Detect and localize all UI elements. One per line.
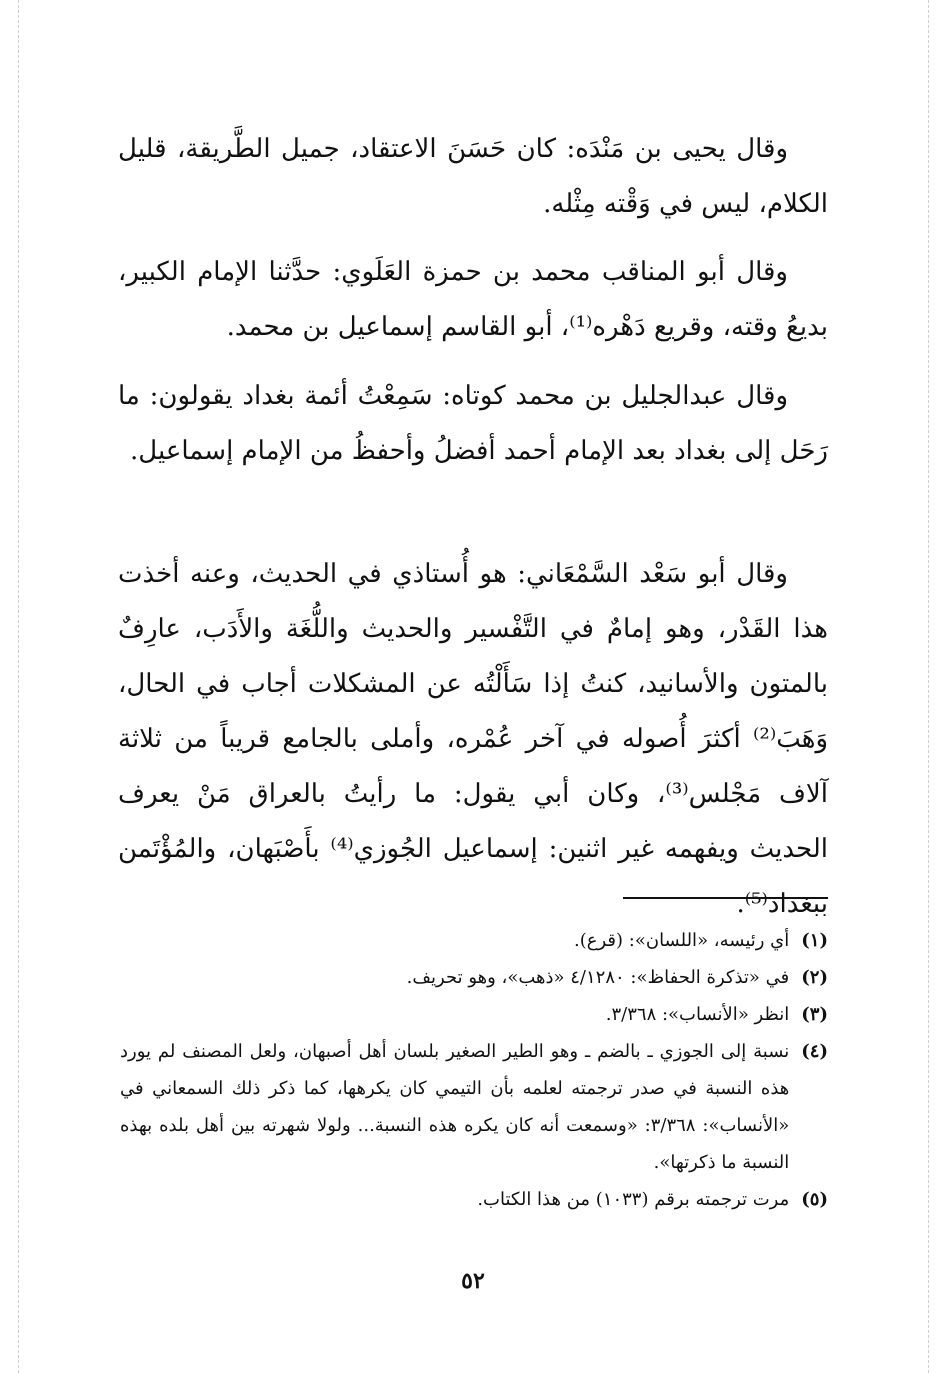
- body-paragraph-2-block: [118, 245, 828, 355]
- footnote-text: مرت ترجمته برقم (١٠٣٣) من هذا الكتاب.: [477, 1189, 790, 1210]
- footnote-2: [120, 959, 828, 996]
- body-paragraph-3-block: [118, 369, 828, 479]
- footnote-separator: [623, 897, 828, 899]
- body-paragraph-3: وقال عبدالجليل بن محمد كوتاه: سَمِعْتُ أئمة بغداد يقولون: ما رَحَل إلى بغداد بعد الإمام أحمد أفضلُ وأحفظُ من الإمام إسماعيل.: [118, 381, 828, 466]
- footnote-number: (٢): [801, 967, 828, 988]
- footnote-number: (٤): [801, 1041, 828, 1062]
- footnote-number: (١): [801, 930, 828, 951]
- body-paragraph-1: وقال يحيى بن مَنْدَه: كان حَسَنَ الاعتقاد، جميل الطَّريقة، قليل الكلام، ليس في وَقْته مِثْله.: [118, 134, 828, 219]
- body-paragraph-4: وقال أبو سَعْد السَّمْعَاني: هو أُستاذي في الحديث، وعنه أخذت هذا القَدْر، وهو إمامٌ في التَّفْسير والحديث واللُّغَة والأَدَب، عارِفٌ بالمتون والأسانيد، كنتُ إذا سَأَلْتُه عن المشكلات أجاب في الحال، وَهَبَ⁽²⁾ أكثرَ أُصوله في آخر عُمْره، وأملى بالجامع قريباً من ثلاثة آلاف مَجْلس⁽³⁾، وكان أبي يقول: ما رأيتُ بالعراق مَنْ يعرف الحديث ويفهمه غير اثنين: إسماعيل الجُوزي⁽⁴⁾ بأَصْبَهان، والمُؤْتَمن ببغداد⁽⁵⁾.: [118, 559, 828, 919]
- footnote-text: في «تذكرة الحفاظ»: ٤/١٢٨٠ «ذهب»، وهو تحريف.: [406, 967, 790, 988]
- page-number: ٥٢: [461, 1268, 485, 1294]
- footnote-text: نسبة إلى الجوزي ـ بالضم ـ وهو الطير الصغير بلسان أهل أصبهان، ولعل المصنف لم يورد هذه النسبة في صدر ترجمته لعلمه بأن التيمي كان يكرهها، كما ذكر ذلك السمعاني في «الأنساب»: ٣/٣٦٨: «وسمعت أنه كان يكره هذه النسبة... ولولا شهرته بين أهل بلده بهذه النسبة ما ذكرتها».: [120, 1041, 790, 1173]
- footnote-5: [120, 1181, 828, 1218]
- footnote-3: [120, 996, 828, 1033]
- footnote-text: انظر «الأنساب»: ٣/٣٦٨.: [605, 1004, 790, 1025]
- page-edge-right: [928, 0, 929, 1373]
- body-paragraph-1-block: [118, 122, 828, 232]
- footnote-text: أي رئيسه، «اللسان»: (قرع).: [574, 930, 790, 951]
- page-edge-left: [18, 0, 19, 1373]
- footnote-1: [120, 922, 828, 959]
- body-paragraph-4-block: [118, 547, 828, 932]
- footnote-4: [120, 1033, 828, 1181]
- footnote-number: (٣): [801, 1004, 828, 1025]
- body-paragraph-2: وقال أبو المناقب محمد بن حمزة العَلَوي: حدَّثنا الإمام الكبير، بديعُ وقته، وقريع دَهْره⁽¹⁾، أبو القاسم إسماعيل بن محمد.: [118, 257, 828, 342]
- footnote-number: (٥): [801, 1189, 828, 1210]
- footnotes: [120, 922, 828, 1218]
